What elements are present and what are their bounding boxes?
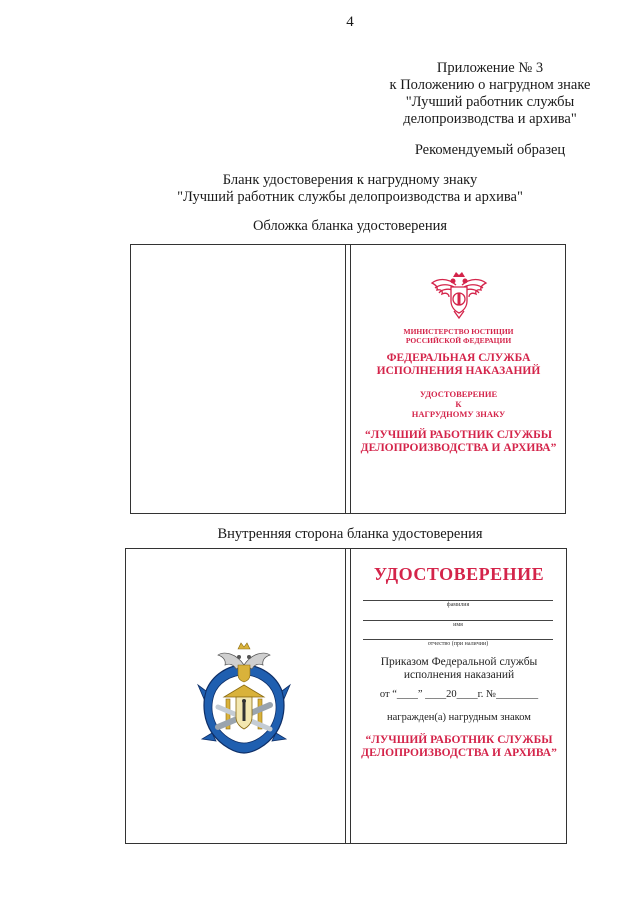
cover-service-line-1: ФЕДЕРАЛЬНАЯ СЛУЖБА xyxy=(386,352,531,364)
name-hint: имя xyxy=(453,622,463,628)
cover-cert-line-2: К xyxy=(455,399,462,409)
appendix-block xyxy=(370,60,610,128)
inner-form xyxy=(125,548,567,844)
order-line-1: Приказом Федеральной службы xyxy=(380,656,538,668)
cover-certificate-text xyxy=(350,389,567,419)
inner-award-name xyxy=(350,734,568,760)
cover-cert-line-3: НАГРУДНОМУ ЗНАКУ xyxy=(411,409,506,419)
double-headed-eagle-emblem-icon xyxy=(429,269,489,319)
name-line xyxy=(363,620,553,621)
cover-award-line-1: “ЛУЧШИЙ РАБОТНИК СЛУЖБЫ xyxy=(365,429,552,441)
patronymic-line xyxy=(363,639,553,640)
form-title-line-2: "Лучший работник службы делопроизводства и архива" xyxy=(177,189,523,205)
inner-award-line-1: “ЛУЧШИЙ РАБОТНИК СЛУЖБЫ xyxy=(365,734,553,746)
order-date-number-line: от “____” ____20____г. №________ xyxy=(379,689,539,700)
cover-fold-line-2 xyxy=(350,245,351,513)
appendix-line-2: к Положению о нагрудном знаке xyxy=(389,77,591,93)
page-number: 4 xyxy=(346,14,354,30)
cover-heading: Обложка бланка удостоверения xyxy=(252,218,448,234)
cover-ministry-line-2: РОССИЙСКОЙ ФЕДЕРАЦИИ xyxy=(405,336,512,345)
cover-ministry-line-1: МИНИСТЕРСТВО ЮСТИЦИИ xyxy=(403,327,514,336)
inner-award-line-2: ДЕЛОПРОИЗВОДСТВА И АРХИВА” xyxy=(361,747,557,759)
surname-line xyxy=(363,600,553,601)
cover-award-name xyxy=(350,429,567,455)
inner-heading: Внутренняя сторона бланка удостоверения xyxy=(217,526,483,542)
cover-service-name xyxy=(350,352,567,378)
patronymic-hint: отчество (при наличии) xyxy=(427,641,489,647)
cover-award-line-2: ДЕЛОПРОИЗВОДСТВА И АРХИВА” xyxy=(360,442,557,454)
appendix-line-4: делопроизводства и архива" xyxy=(403,111,577,127)
award-badge-icon xyxy=(194,635,294,761)
cover-service-line-2: ИСПОЛНЕНИЯ НАКАЗАНИЙ xyxy=(376,365,541,377)
appendix-line-1: Приложение № 3 xyxy=(436,60,544,76)
form-title-line-1: Бланк удостоверения к нагрудному знаку xyxy=(222,172,478,188)
surname-hint: фамилия xyxy=(446,602,470,608)
cover-ministry xyxy=(350,327,567,345)
order-line-2: исполнения наказаний xyxy=(403,669,515,681)
awarded-text: награжден(а) нагрудным знаком xyxy=(387,712,531,723)
recommended-sample-label: Рекомендуемый образец xyxy=(414,142,566,158)
order-text xyxy=(350,656,568,682)
form-title xyxy=(100,172,600,206)
appendix-line-3: "Лучший работник службы xyxy=(405,94,575,110)
cover-fold-line-1 xyxy=(345,245,346,513)
inner-fold-line-1 xyxy=(345,549,346,843)
cover-form xyxy=(130,244,566,514)
cover-cert-line-1: УДОСТОВЕРЕНИЕ xyxy=(419,389,498,399)
inner-certificate-title: УДОСТОВЕРЕНИЕ xyxy=(373,564,545,584)
